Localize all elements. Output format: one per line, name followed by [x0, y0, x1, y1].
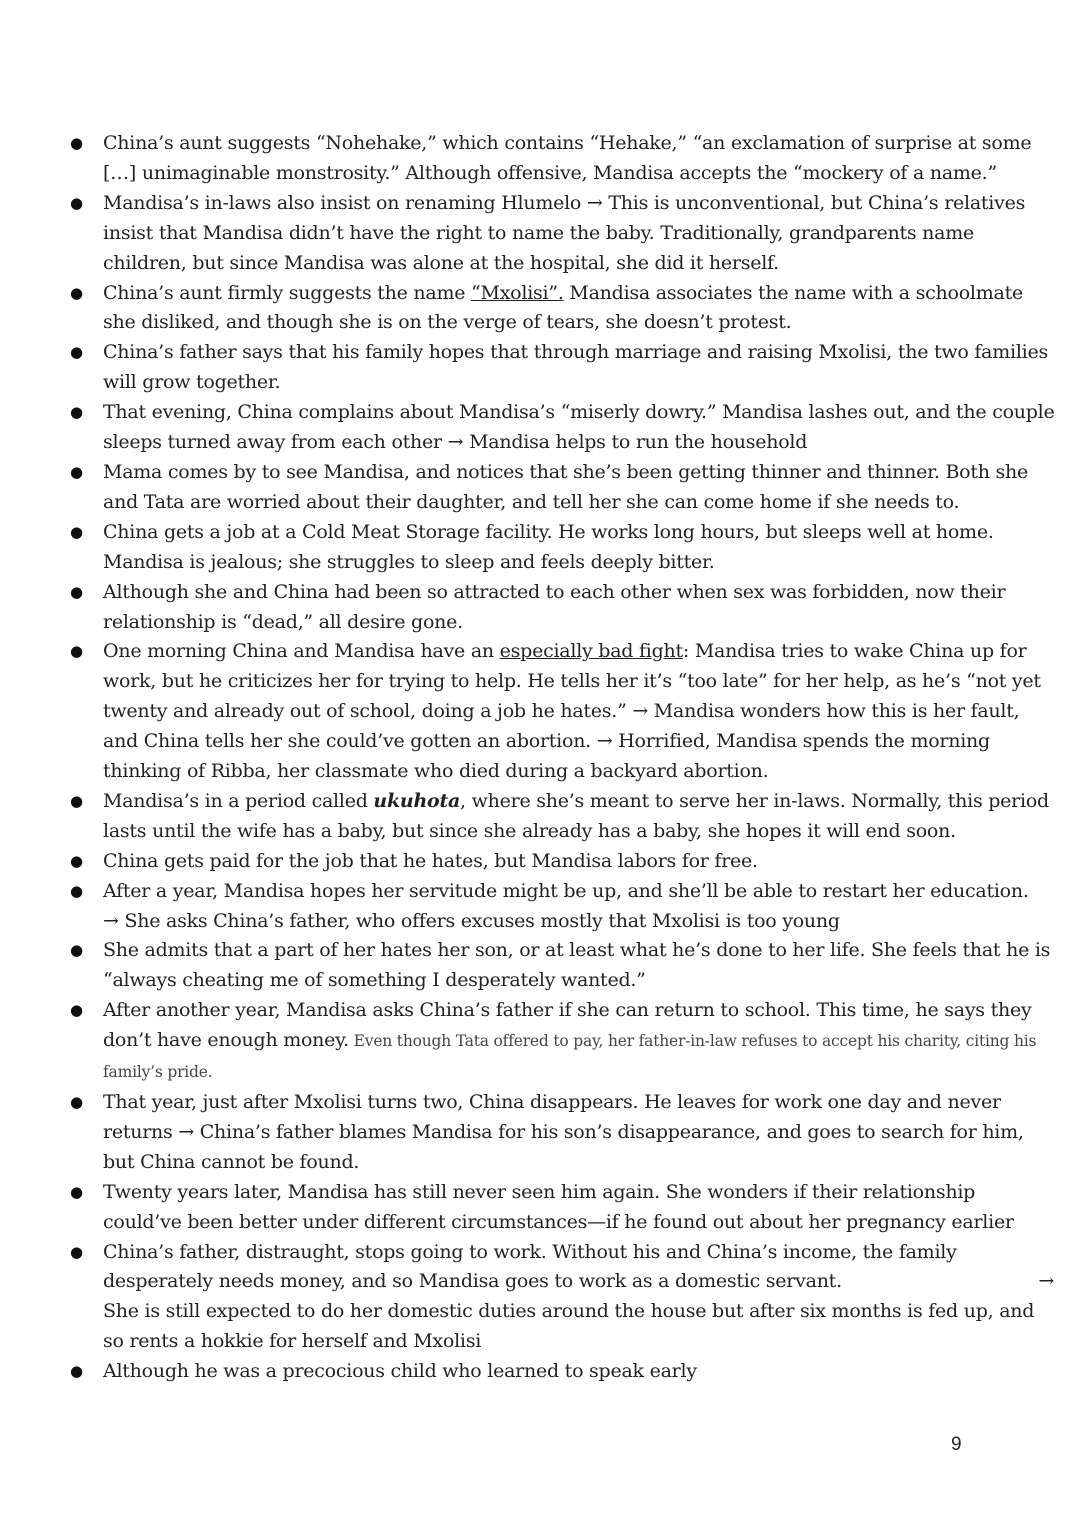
- list-item-text: Mandisa’s in-laws also insist on renaming Hlumelo → This is unconventional, but China’s relatives insist that Mandisa didn’t have the right to name the baby. Traditionally, grandparents name children, but since Mandisa was alone at the hospital, she did it herself.: [103, 191, 1026, 274]
- bullet-icon: ●: [70, 851, 83, 870]
- list-item: [66, 877, 1056, 937]
- bullet-icon: ●: [70, 642, 83, 661]
- list-item-text: One morning China and Mandisa have an: [103, 640, 500, 663]
- list-item-text: China’s father says that his family hopes that through marriage and raising Mxolisi, the two families will grow together.: [103, 341, 1048, 394]
- bullet-icon: ●: [70, 462, 83, 481]
- list-item: [66, 996, 1056, 1088]
- bullet-icon: ●: [70, 1362, 83, 1381]
- bullet-icon: ●: [70, 881, 83, 900]
- list-item-text: Mandisa’s in a period called: [103, 789, 374, 812]
- bullet-icon: ●: [70, 791, 83, 810]
- bullet-icon: ●: [70, 403, 83, 422]
- bullet-icon: ●: [70, 941, 83, 960]
- bullet-icon: ●: [70, 522, 83, 541]
- list-item: [66, 578, 1056, 638]
- list-item: [66, 936, 1056, 996]
- list-item-text: She admits that a part of her hates her son, or at least what he’s done to her life. She feels that he is “always cheating me of something I desperately wanted.”: [103, 939, 1051, 992]
- bullet-icon: ●: [70, 343, 83, 362]
- list-item: [66, 1178, 1056, 1238]
- list-item-text: That year, just after Mxolisi turns two, China disappears. He leaves for work one day and never returns → China’s father blames Mandisa for his son’s disappearance, and goes to search for him, but China cannot be found.: [103, 1091, 1024, 1173]
- list-item-text: : Mandisa tries to wake China up for work, but he criticizes her for trying to help. He tells her it’s “too late” for her help, as he’s “not yet twenty and already out of school, doing a job he hates.” → Mandisa wonders how this is her fault, and China tells her she could’ve gotten an abortion. → Horrified, Mandisa spends the morning thinking of Ribba, her classmate who died during a backyard abortion.: [103, 640, 1041, 783]
- small-note-text: Even though Tata offered to pay, her father-in-law refuses to accept his charity, citing his family’s pride.: [103, 1032, 1037, 1082]
- list-item-text: Although he was a precocious child who learned to speak early: [103, 1360, 697, 1383]
- bullet-icon: ●: [70, 134, 83, 152]
- list-item: [66, 847, 1056, 877]
- bullet-icon: ●: [70, 1093, 83, 1111]
- list-item-text: China gets paid for the job that he hates, but Mandisa labors for free.: [103, 849, 758, 872]
- list-item-text: After a year, Mandisa hopes her servitude might be up, and she’ll be able to restart her education.: [103, 879, 1029, 902]
- list-item: [66, 398, 1056, 458]
- underlined-phrase: especially bad fight: [499, 640, 683, 663]
- list-item-text: Mama comes by to see Mandisa, and notices that she’s been getting thinner and thinner. Both she and Tata are worried about their daughter, and tell her she can come home if she needs to.: [103, 460, 1029, 513]
- bullet-icon: ●: [70, 283, 83, 302]
- arrow-icon: →: [1038, 1270, 1054, 1293]
- list-item-text: Although she and China had been so attracted to each other when sex was forbidden, now their relationship is “dead,” all desire gone.: [103, 580, 1006, 633]
- bullet-icon: ●: [70, 1001, 83, 1020]
- list-item-text: → She asks China’s father, who offers excuses mostly that Mxolisi is too young: [103, 909, 840, 932]
- list-item-text: China’s aunt firmly suggests the name: [103, 281, 472, 304]
- bullet-list: [66, 129, 1056, 1387]
- bullet-icon: ●: [70, 193, 83, 212]
- list-item-text: Twenty years later, Mandisa has still never seen him again. She wonders if their relationship could’ve been better under different circumstances—if he found out about her pregnancy earlier: [103, 1180, 1014, 1233]
- bullet-icon: ●: [70, 1182, 83, 1201]
- page-number: 9: [951, 1434, 962, 1455]
- list-item: [66, 338, 1056, 398]
- list-item: [66, 279, 1056, 339]
- emphasized-term: ukuhota: [373, 789, 461, 812]
- list-item-text: That evening, China complains about Mandisa’s “miserly dowry.” Mandisa lashes out, and the couple sleeps turned away from each other → Mandisa helps to run the household: [103, 401, 1055, 454]
- list-item-text: Mandisa associates the name with a schoolmate she disliked, and though she is on the verge of tears, she doesn’t protest.: [103, 281, 1023, 334]
- list-item: [66, 787, 1056, 847]
- list-item-text: She is still expected to do her domestic duties around the house but after six months is fed up, and so rents a hokkie for herself and Mxolisi: [103, 1300, 1035, 1353]
- list-item-text: After another year, Mandisa asks China’s father if she can return to school. This time, he says they don’t have enough money.: [103, 999, 1032, 1052]
- list-item: [66, 129, 1056, 189]
- list-item: [66, 1357, 1056, 1387]
- bullet-icon: ●: [70, 582, 83, 601]
- list-item-text: China’s father, distraught, stops going to work. Without his and China’s income, the family desperately needs money, and so Mandisa goes to work as a domestic servant.: [103, 1240, 957, 1293]
- list-item-text: China’s aunt suggests “Nohehake,” which contains “Hehake,” “an exclamation of surprise at some […] unimaginable monstrosity.” Although offensive, Mandisa accepts the “mockery of a name.”: [103, 132, 1032, 184]
- list-item: [66, 458, 1056, 518]
- list-item: [66, 518, 1056, 578]
- list-item: [66, 637, 1056, 787]
- list-item: [66, 189, 1056, 279]
- list-item-text: , where she’s meant to serve her in-laws. Normally, this period lasts until the wife has a baby, but since she already has a baby, she hopes it will end soon.: [103, 789, 1049, 842]
- bullet-icon: ●: [70, 1242, 83, 1261]
- list-item: [66, 1088, 1056, 1178]
- list-item-text: China gets a job at a Cold Meat Storage facility. He works long hours, but sleeps well at home. Mandisa is jealous; she struggles to sleep and feels deeply bitter.: [103, 520, 994, 573]
- list-item: [66, 1238, 1056, 1358]
- underlined-name: “Mxolisi”.: [471, 281, 564, 304]
